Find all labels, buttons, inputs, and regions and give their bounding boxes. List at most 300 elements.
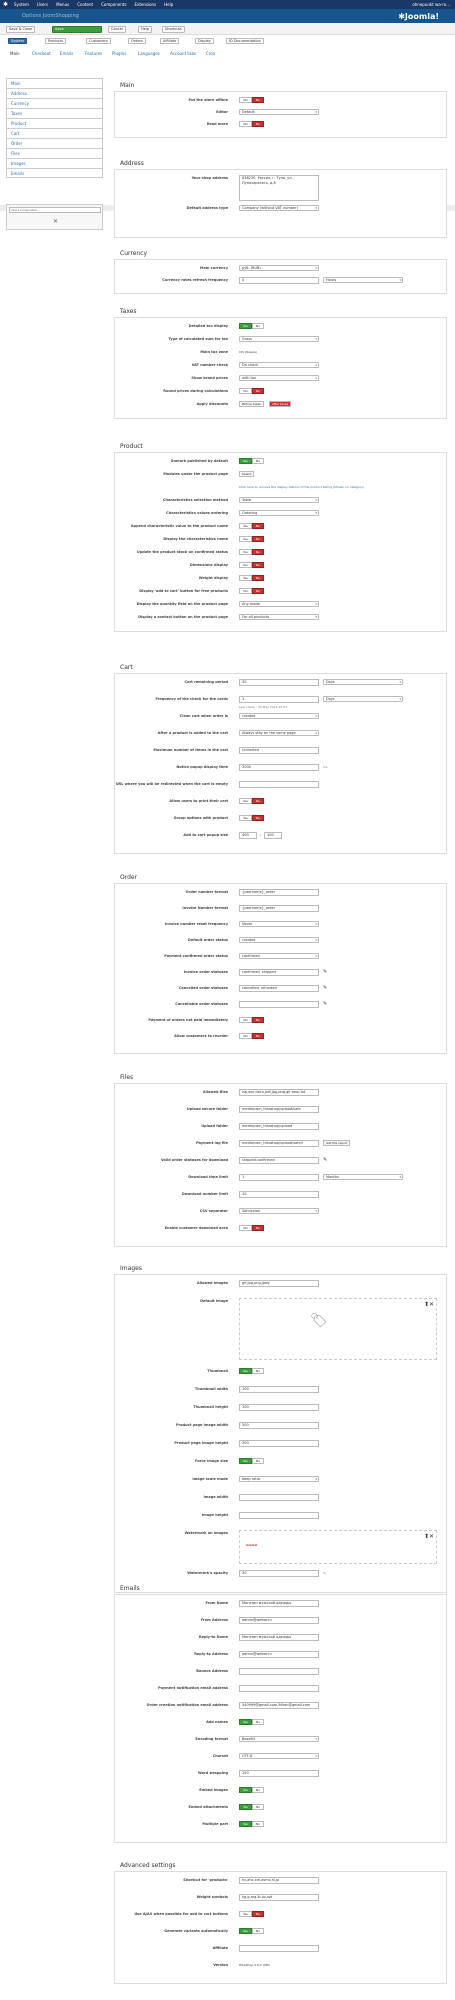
text-field[interactable]: [239, 1945, 319, 1952]
setting-label: Invoice number reset frequency: [164, 922, 228, 926]
text-field[interactable]: Магазин мужской одежды: [239, 1600, 319, 1607]
yes-no-toggle[interactable]: [239, 1458, 264, 1464]
tab-account-tabs[interactable]: Account tabs: [170, 51, 197, 56]
toggle-yes[interactable]: Yes: [239, 1225, 252, 1231]
sidebar-item-product[interactable]: Product: [6, 118, 103, 128]
toggle-no[interactable]: No: [252, 458, 264, 464]
setting-label: Weight display: [198, 576, 228, 580]
text-field[interactable]: {username}_order: [239, 905, 319, 912]
yes-no-toggle[interactable]: [239, 1804, 264, 1810]
select-field[interactable]: with tax ▾: [239, 375, 319, 381]
toggle-yes[interactable]: Yes: [239, 323, 252, 329]
sidebar-item-address[interactable]: Address: [6, 88, 103, 98]
setting-row: [115, 484, 448, 497]
setting-row: [115, 205, 448, 233]
text-field[interactable]: hc,ahc,xm,asmx,hl,pl: [239, 1877, 319, 1884]
sidebar-item-emails[interactable]: Emails: [6, 168, 103, 178]
setting-row: [115, 1668, 448, 1685]
setting-label: Display 'add to cart' button for free products: [139, 589, 228, 593]
setting-label: URL where you will be redirected when the cart is empty: [115, 782, 228, 786]
toggle-no[interactable]: No: [252, 798, 264, 804]
pill-orders[interactable]: Orders: [128, 38, 146, 44]
toggle-yes[interactable]: Yes: [239, 1033, 252, 1039]
toggle-no[interactable]: No: [252, 1017, 264, 1023]
yes-no-toggle[interactable]: [239, 1225, 264, 1231]
setting-label: Characteristics values ordering: [166, 511, 228, 515]
setting-row: [115, 1530, 448, 1570]
section-title-currency: Currency: [120, 250, 148, 257]
setting-label: Display the characteristics name: [163, 537, 228, 541]
section-box-taxes: [114, 317, 447, 419]
setting-row: [115, 323, 448, 336]
setting-row: [115, 1280, 448, 1298]
setting-row: [115, 510, 448, 523]
setting-label: Put the store offline: [188, 98, 228, 102]
toggle-yes[interactable]: Yes: [239, 1911, 252, 1917]
toggle-no[interactable]: No: [252, 1719, 264, 1725]
text-field[interactable]: 100: [239, 1404, 319, 1411]
text-field[interactable]: gif,jpg,png,jpeg: [239, 1280, 319, 1287]
yes-no-toggle[interactable]: [239, 575, 264, 581]
toggle-yes[interactable]: Yes: [239, 1368, 252, 1374]
select-field[interactable]: руб. (RUB) ▾: [239, 265, 319, 271]
setting-label: Enable customer download area: [164, 1226, 228, 1230]
setting-label: Notice popup display time: [176, 765, 228, 769]
joomla-brand-icon: ✱: [398, 12, 405, 21]
text-field[interactable]: 10: [239, 1191, 319, 1198]
setting-row: [115, 349, 448, 362]
pencil-icon[interactable]: ✎: [323, 1157, 328, 1163]
text-field[interactable]: cancelled, refunded: [239, 985, 319, 992]
number-field[interactable]: 0: [239, 277, 319, 284]
setting-row: [115, 1298, 448, 1368]
tab-checkout[interactable]: Checkout: [32, 51, 51, 56]
yes-no-toggle[interactable]: [239, 815, 264, 821]
unit-label: ms: [323, 765, 328, 769]
sidebar-item-order[interactable]: Order: [6, 138, 103, 148]
nav-help[interactable]: Help: [164, 2, 174, 7]
select-field[interactable]: Table ▾: [239, 497, 319, 503]
text-field[interactable]: 150: [239, 1770, 319, 1777]
tab-languages[interactable]: Languages: [138, 51, 160, 56]
setting-row: [115, 1945, 448, 1962]
text-field[interactable]: [239, 1668, 319, 1675]
setting-row: [115, 1685, 448, 1702]
static-value: CIS (Russia): [239, 350, 257, 354]
toggle-yes[interactable]: Yes: [239, 588, 252, 594]
toggle-no[interactable]: No: [252, 523, 264, 529]
select-field[interactable]: confirmed ▾: [239, 953, 319, 959]
unit-select[interactable]: Days ▾: [323, 696, 403, 702]
toggle-yes[interactable]: Yes: [239, 1017, 252, 1023]
shortcuts-button[interactable]: Shortcuts: [162, 26, 185, 33]
setting-row: [115, 781, 448, 798]
toggle-yes[interactable]: Yes: [239, 798, 252, 804]
textarea-field[interactable]: 838230, Россия, г. Тула, ул. Луначарского, д.8: [239, 175, 319, 201]
setting-label: Image width: [203, 1495, 228, 1499]
tab-cron[interactable]: Cron: [206, 51, 216, 56]
text-field[interactable]: 100: [239, 1386, 319, 1393]
sidebar-filter-input[interactable]: [9, 207, 101, 213]
select-field[interactable]: Ordering ▾: [239, 510, 319, 516]
section-box-main: [114, 91, 447, 138]
section-box-cart: [114, 673, 447, 854]
toggle-no[interactable]: No: [252, 1928, 264, 1934]
setting-row: [115, 1804, 448, 1821]
setting-row: [115, 588, 448, 601]
toggle-no[interactable]: No: [252, 549, 264, 555]
toggle-yes[interactable]: Yes: [239, 1787, 252, 1793]
text-field[interactable]: 340999@gmail.com,96ron@gmail.com: [239, 1702, 319, 1709]
yes-no-toggle[interactable]: [239, 798, 264, 804]
setting-label: Encoding format: [195, 1737, 228, 1741]
unit-label: %: [323, 1571, 326, 1575]
cancel-button[interactable]: Cancel: [108, 26, 126, 33]
text-field[interactable]: zip,doc,docx,pdf,jpg,png,gif,bmp,txt: [239, 1089, 319, 1096]
number-field[interactable]: 30: [239, 679, 319, 686]
toggle-no[interactable]: No: [252, 323, 264, 329]
setting-row: [115, 747, 448, 764]
setting-label: Cancelled order statuses: [178, 986, 228, 990]
yes-no-toggle[interactable]: [239, 458, 264, 464]
select-modules-button[interactable]: Select: [239, 471, 254, 477]
setting-row: [115, 1736, 448, 1753]
section-title-main: Main: [120, 82, 135, 89]
yes-no-toggle[interactable]: [239, 588, 264, 594]
section-box-files: [114, 1083, 447, 1247]
section-title-product: Product: [120, 443, 143, 450]
toggle-no[interactable]: No: [252, 1911, 264, 1917]
text-field[interactable]: media/com_hikashop/upload/safe/l: [239, 1140, 319, 1147]
select-field[interactable]: Gross ▾: [239, 336, 319, 342]
times-sign: ×: [259, 833, 262, 837]
setting-label: Thumbnail height: [193, 1405, 228, 1409]
section-title-order: Order: [120, 874, 138, 881]
setting-row: [115, 1089, 448, 1106]
unit-select[interactable]: Hours ▾: [323, 277, 403, 283]
setting-row: [115, 764, 448, 781]
toggle-no[interactable]: No: [252, 562, 264, 568]
before-taxes-button[interactable]: Before taxes: [239, 401, 264, 407]
toggle-no[interactable]: No: [252, 1225, 264, 1231]
setting-label: Payment of orders not paid immediately: [148, 1018, 228, 1022]
setting-label: Detailed tax display: [188, 324, 228, 328]
setting-row: [115, 549, 448, 562]
pencil-icon[interactable]: ✎: [323, 969, 328, 975]
toggle-no[interactable]: No: [252, 1033, 264, 1039]
help-button[interactable]: Help: [138, 26, 152, 33]
text-field[interactable]: kg,g,mg,lb,oz,ozt: [239, 1894, 319, 1901]
setting-label: Embed images: [199, 1788, 228, 1792]
after-taxes-button[interactable]: After taxes: [269, 401, 291, 407]
setting-label: Cart remaining period: [184, 680, 228, 684]
setting-label: Watermark's opacity: [187, 1571, 228, 1575]
text-field[interactable]: 30: [239, 1570, 319, 1577]
toggle-yes[interactable]: Yes: [239, 549, 252, 555]
sidebar-item-images[interactable]: Images: [6, 158, 103, 168]
toggle-no[interactable]: No: [252, 1458, 264, 1464]
pill-affiliate[interactable]: Affiliate: [160, 38, 179, 44]
select-field[interactable]: Default ▾: [239, 109, 319, 115]
tab-features[interactable]: Features: [85, 51, 103, 56]
nav-content[interactable]: Content: [77, 2, 94, 7]
popup-width-field[interactable]: 400: [239, 832, 257, 839]
joomla-brand: Joomla!: [404, 12, 439, 21]
toggle-no[interactable]: No: [252, 1368, 264, 1374]
setting-label: Allow users to print their cart: [169, 799, 228, 803]
text-field[interactable]: admin@webar.ru: [239, 1617, 319, 1624]
section-title-files: Files: [120, 1074, 134, 1081]
toggle-yes[interactable]: Yes: [239, 536, 252, 542]
top-navbar: [0, 0, 455, 9]
unit-select[interactable]: Days ▾: [323, 679, 403, 685]
setting-row: [115, 1962, 448, 1979]
setting-label: From Address: [200, 1618, 228, 1622]
toggle-yes[interactable]: Yes: [239, 1458, 252, 1464]
number-field[interactable]: 1: [239, 696, 319, 703]
setting-row: [115, 969, 448, 985]
toggle-no[interactable]: No: [252, 121, 264, 127]
nav-extensions[interactable]: Extensions: [134, 2, 157, 7]
save-close-button[interactable]: Save & Close: [6, 26, 35, 33]
setting-row: [115, 889, 448, 905]
pencil-icon[interactable]: ✎: [323, 1001, 328, 1007]
setting-label: Image scale mode: [192, 1477, 228, 1481]
select-field[interactable]: Never ▾: [239, 921, 319, 927]
toggle-no[interactable]: No: [252, 388, 264, 394]
setting-label: Group options with product: [173, 816, 228, 820]
yes-no-toggle[interactable]: [239, 121, 264, 127]
toggle-no[interactable]: No: [252, 97, 264, 103]
setting-row: [115, 362, 448, 375]
sidebar-item-taxes[interactable]: Taxes: [6, 108, 103, 118]
pill-customers[interactable]: Customers: [86, 38, 111, 44]
upload-delete-icons[interactable]: ⬆✕: [423, 1301, 434, 1308]
setting-row: [115, 1753, 448, 1770]
setting-row: [115, 277, 448, 289]
setting-label: Maximum number of items in the cart: [153, 748, 228, 752]
setting-row: [115, 1894, 448, 1911]
toggle-no[interactable]: No: [252, 536, 264, 542]
yes-no-toggle[interactable]: [239, 388, 264, 394]
setting-label: Characteristics selection method: [162, 498, 228, 502]
toolbar: [0, 23, 455, 35]
setting-row: [115, 1191, 448, 1208]
setting-label: Allowed images: [196, 1281, 228, 1285]
nav-components[interactable]: Components: [101, 2, 127, 7]
setting-row: [115, 730, 448, 747]
text-field[interactable]: [239, 781, 319, 788]
setting-label: VAT number check: [191, 363, 228, 367]
nav-users[interactable]: Users: [36, 2, 49, 7]
yes-no-toggle[interactable]: [239, 1821, 264, 1827]
user-menu[interactable]: ohnepunkt wa-ro...: [412, 2, 450, 7]
toggle-yes[interactable]: Yes: [239, 97, 252, 103]
yes-no-toggle[interactable]: [239, 562, 264, 568]
toggle-no[interactable]: No: [252, 588, 264, 594]
setting-label: Display a contact button on the product page: [138, 615, 228, 619]
setting-label: Version: [213, 1963, 228, 1967]
toggle-no[interactable]: No: [252, 815, 264, 821]
select-field[interactable]: Do check ▾: [239, 362, 319, 368]
yes-no-toggle[interactable]: [239, 523, 264, 529]
popup-height-field[interactable]: 100: [264, 832, 282, 839]
setting-row: [115, 614, 448, 627]
toggle-yes[interactable]: Yes: [239, 1928, 252, 1934]
toggle-yes[interactable]: Yes: [239, 458, 252, 464]
toggle-yes[interactable]: Yes: [239, 1719, 252, 1725]
setting-row: [115, 1634, 448, 1651]
setting-label: Weight symbols: [196, 1895, 228, 1899]
toggle-yes[interactable]: Yes: [239, 562, 252, 568]
price-tag-icon: 🏷: [310, 1313, 328, 1329]
text-field[interactable]: 300: [239, 1440, 319, 1447]
setting-row: [115, 1208, 448, 1225]
pill-display[interactable]: Display: [195, 38, 214, 44]
sidebar-item-files[interactable]: Files: [6, 148, 103, 158]
get-report-button[interactable]: Get the report: [323, 1140, 350, 1146]
section-box-currency: [114, 259, 447, 294]
setting-row: [115, 121, 448, 133]
setting-label: Image height: [201, 1513, 228, 1517]
sidebar-item-main[interactable]: Main: [6, 78, 103, 88]
tab-main[interactable]: Main: [10, 51, 20, 56]
text-field[interactable]: admin@webar.ru: [239, 1651, 319, 1658]
setting-label: Apply discounts: [196, 402, 228, 406]
setting-row: [115, 1821, 448, 1838]
text-field[interactable]: Магазин мужской одежды: [239, 1634, 319, 1641]
text-field[interactable]: confirmed, shipped: [239, 969, 319, 976]
upload-delete-icons[interactable]: ⬆✕: [423, 1533, 434, 1540]
toggle-yes[interactable]: Yes: [239, 815, 252, 821]
select-field[interactable]: created ▾: [239, 713, 319, 719]
text-field[interactable]: media/com_hikashop/upload: [239, 1123, 319, 1130]
text-field[interactable]: media/com_hikashop/upload/safe: [239, 1106, 319, 1113]
page-header: [0, 9, 455, 23]
text-field[interactable]: shipped,confirmed: [239, 1157, 319, 1164]
setting-row: [115, 1512, 448, 1530]
select-field[interactable]: Semicolon ▾: [239, 1208, 319, 1214]
yes-no-toggle[interactable]: [239, 549, 264, 555]
toggle-no[interactable]: No: [252, 575, 264, 581]
setting-row: [115, 937, 448, 953]
yes-no-toggle[interactable]: [239, 1368, 264, 1374]
yes-no-toggle[interactable]: [239, 1033, 264, 1039]
setting-row: [115, 1404, 448, 1422]
toggle-no[interactable]: No: [252, 1804, 264, 1810]
sidebar-item-currency[interactable]: Currency: [6, 98, 103, 108]
number-field[interactable]: 1: [239, 1174, 319, 1181]
setting-row: [115, 832, 448, 849]
text-field[interactable]: [239, 1494, 319, 1501]
setting-label: Read more: [206, 122, 228, 126]
toggle-no[interactable]: No: [252, 1821, 264, 1827]
tab-plugins[interactable]: Plugins: [112, 51, 127, 56]
toggle-yes[interactable]: Yes: [239, 388, 252, 394]
toggle-yes[interactable]: Yes: [239, 121, 252, 127]
setting-row: [115, 953, 448, 969]
setting-label: Word wrapping: [197, 1771, 228, 1775]
yes-no-toggle[interactable]: [239, 1787, 264, 1793]
text-field[interactable]: [239, 1685, 319, 1692]
select-field[interactable]: For all products ▾: [239, 614, 319, 620]
setting-row: [115, 1458, 448, 1476]
section-title-advanced: Advanced settings: [120, 1862, 176, 1869]
setting-row: [115, 1877, 448, 1894]
select-field[interactable]: Base64 ▾: [239, 1736, 319, 1742]
yes-no-toggle[interactable]: [239, 323, 264, 329]
main-pills: [0, 36, 455, 46]
select-field[interactable]: created ▾: [239, 937, 319, 943]
yes-no-toggle[interactable]: [239, 1911, 264, 1917]
yes-no-toggle[interactable]: [239, 536, 264, 542]
section-title-emails: Emails: [120, 1585, 140, 1592]
text-field[interactable]: [239, 1001, 319, 1008]
select-field[interactable]: Any mode ▾: [239, 601, 319, 607]
select-field[interactable]: Keep ratio ▾: [239, 1476, 319, 1482]
setting-row: [115, 1702, 448, 1719]
watermark-image-dropzone[interactable]: [239, 1530, 437, 1564]
save-button[interactable]: Save: [52, 26, 102, 33]
pill-products[interactable]: Products: [45, 38, 66, 44]
pill-documentation[interactable]: ID Documentation: [226, 38, 264, 44]
section-box-images: [114, 1274, 447, 1593]
select-field[interactable]: Company (without VAT number) ▾: [239, 205, 319, 211]
toggle-yes[interactable]: Yes: [239, 1804, 252, 1810]
text-field[interactable]: {username}_order: [239, 889, 319, 896]
setting-label: Product page image height: [174, 1441, 228, 1445]
setting-row: [115, 921, 448, 937]
toggle-yes[interactable]: Yes: [239, 523, 252, 529]
setting-label: Your shop address: [191, 176, 228, 180]
setting-label: Payment log file: [196, 1141, 228, 1145]
unit-select[interactable]: Months ▾: [323, 1174, 403, 1180]
toggle-yes[interactable]: Yes: [239, 575, 252, 581]
pill-system[interactable]: System: [8, 38, 27, 44]
tab-emails[interactable]: Emails: [60, 51, 74, 56]
close-icon[interactable]: ✕: [53, 218, 59, 225]
text-field[interactable]: 3000: [239, 764, 319, 771]
pencil-icon[interactable]: ✎: [323, 985, 328, 991]
setting-row: [115, 1787, 448, 1804]
toggle-no[interactable]: No: [252, 1787, 264, 1793]
select-field[interactable]: Always stay on the same page ▾: [239, 730, 319, 736]
default-image-dropzone[interactable]: [239, 1298, 437, 1360]
yes-no-toggle[interactable]: [239, 1719, 264, 1725]
sidebar: [6, 78, 103, 178]
setting-label: CSV separator: [199, 1209, 228, 1213]
yes-no-toggle[interactable]: [239, 1017, 264, 1023]
toggle-yes[interactable]: Yes: [239, 1821, 252, 1827]
display-options-link[interactable]: Click here to remove the display options of the product listing (Shown on category): [239, 485, 365, 489]
nav-menus[interactable]: Menus: [56, 2, 70, 7]
text-field[interactable]: 300: [239, 1422, 319, 1429]
setting-row: [115, 388, 448, 401]
yes-no-toggle[interactable]: [239, 97, 264, 103]
yes-no-toggle[interactable]: [239, 1928, 264, 1934]
text-field[interactable]: Unlimited: [239, 747, 319, 754]
setting-row: [115, 1001, 448, 1017]
select-field[interactable]: UTF-8 ▾: [239, 1753, 319, 1759]
setting-row: [115, 798, 448, 815]
setting-label: Product page image width: [175, 1423, 228, 1427]
text-field[interactable]: [239, 1512, 319, 1519]
joomla-logo-icon[interactable]: ✱: [3, 1, 9, 8]
sidebar-item-cart[interactable]: Cart: [6, 128, 103, 138]
section-box-address: [114, 169, 447, 238]
section-box-order: [114, 883, 447, 1054]
nav-system[interactable]: System: [14, 2, 29, 7]
